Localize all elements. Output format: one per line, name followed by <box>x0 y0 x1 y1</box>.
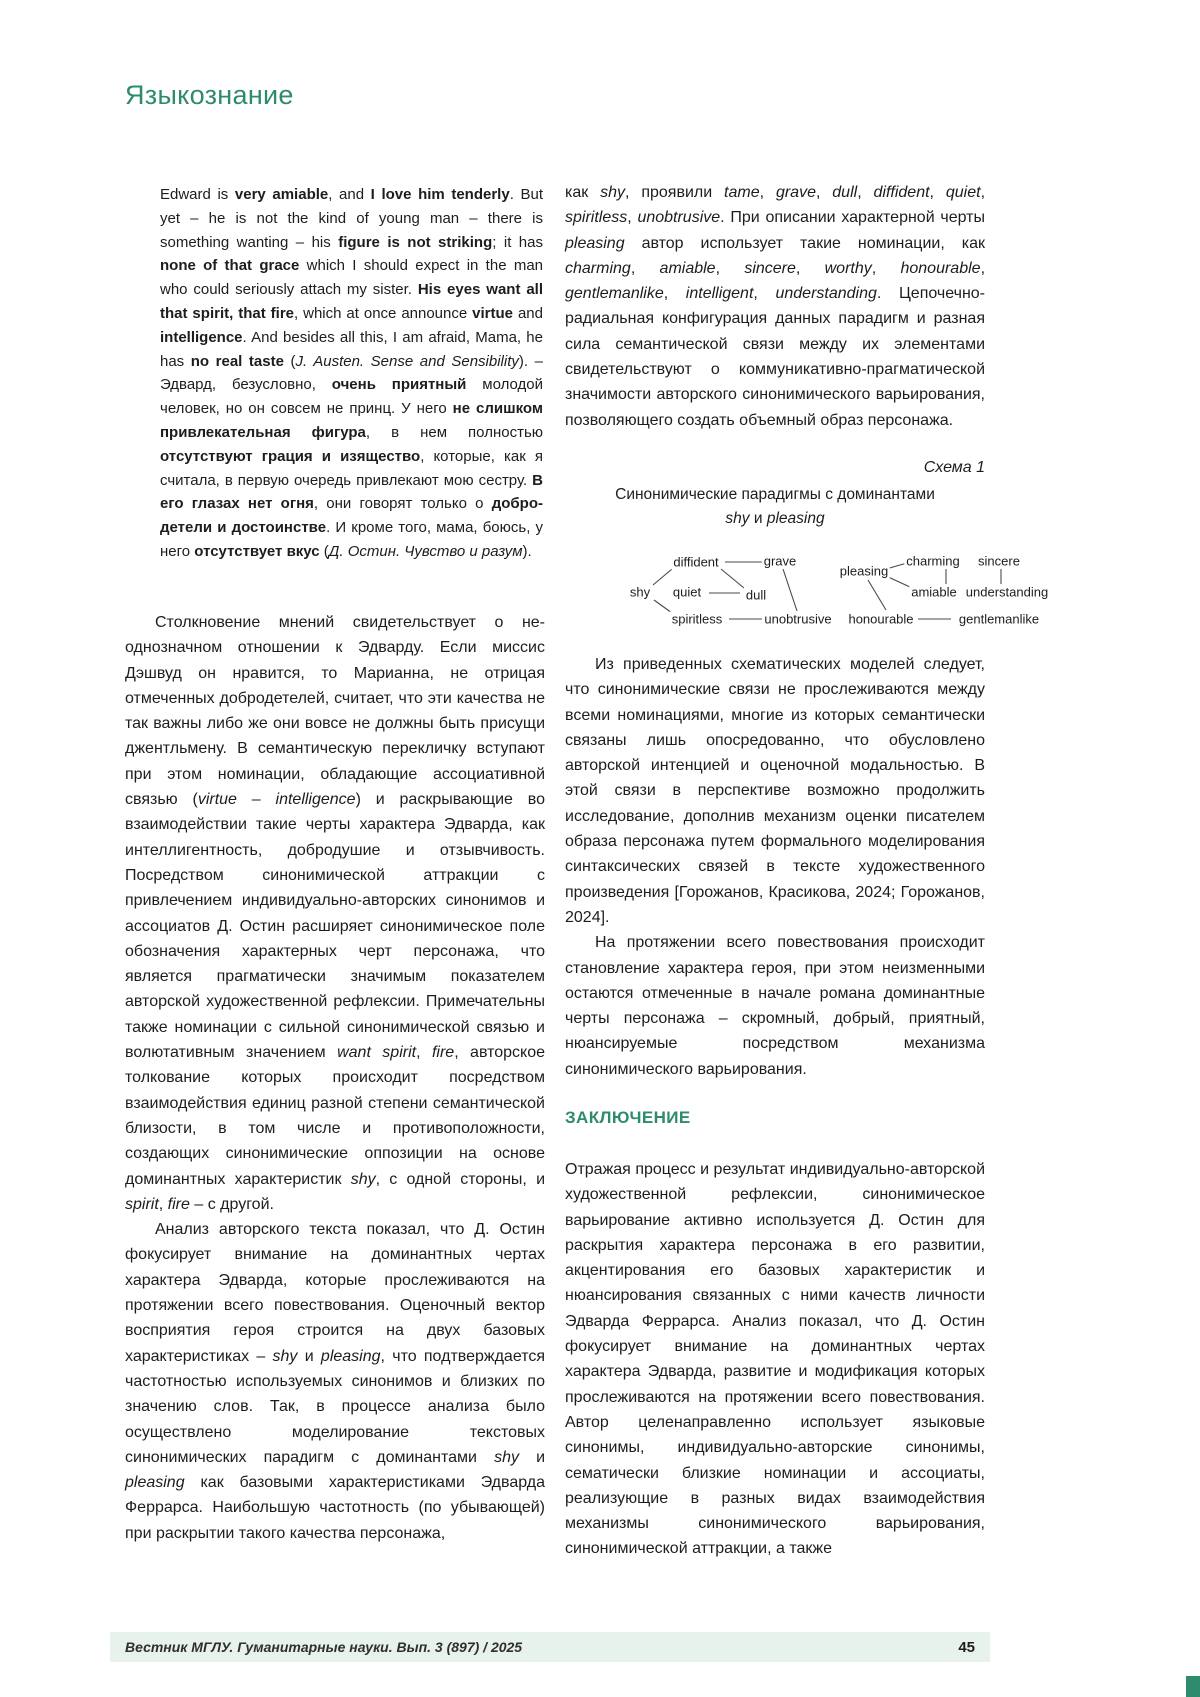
schema-caption-dominants: shy и pleasing <box>725 510 825 527</box>
quote-block: Edward is very amiable, and I love him tenderly. But yet – he is not the kind of young man – there is something wanting – his figure is not striking; it has none of that grace which I should expect in the man who could seriously attach my sister. His eyes want all that spirit, that fire, which at once announce virtue and intelligence. And besides all this, I am afraid, Mama, he has no real taste (J. Austen. Sense and Sensibility). – Эдвард, безусловно, очень приятный молодой человек, но он совсем не принц. У него не слишком привлекательная фигура, в нем полностью отсутствуют грация и изящество, которые, как я считала, в первую очередь привлекают мою сестру. В его глазах нет огня, они говорят только о добродетели и достоинстве. И кроме того, мама, боюсь, у него отсутствует вкус (Д. Остин. Чувство и разум). <box>160 186 544 560</box>
schema-node-amiable: amiable <box>911 584 957 600</box>
conclusion-heading: ЗАКЛЮЧЕНИЕ <box>565 1108 691 1127</box>
schema-edge-grave-unobtrusive <box>783 569 797 611</box>
footer-journal-title: Вестник МГЛУ. Гуманитарные науки. Вып. 3 (897) / 2025 <box>125 1639 523 1655</box>
right-column-bottom <box>565 1157 985 1562</box>
schema-node-pleasing: pleasing <box>839 563 889 579</box>
schema-edge-shy-diffident <box>653 569 672 585</box>
schema-edge-pleasing-honourable <box>868 580 886 610</box>
schema-node-charming: charming <box>906 553 960 569</box>
paragraph: Анализ авторского текста показал, что Д. Остин фокусирует внимание на доминантных чертах характера Эдварда, которые прослеживаются на протяжении всего повествования. Оценочный вектор восприятия героя строится на двух базовых характеристиках – shy и pleasing, что подтверждается частотностью используемых синонимов и близких по значению слов. Так, в процессе анализа было осуществлено моделирование текстовых синонимических парадигм с доминантами shy и pleasing как базовыми характеристиками Эдварда Феррарса. Наибольшую частотность (по убывающей) при раскрытии такого качества персонажа, <box>125 1221 546 1542</box>
paragraph: На протяжении всего повествования происходит становление характера героя, при этом неизменными остаются отмеченные в начале романа доминантные черты персонажа – скромный, добрый, приятный, нюансируемые посредством механизма синонимического варьирования. <box>565 934 985 1078</box>
schema-node-shy: shy <box>629 584 651 600</box>
paragraph: Столкновение мнений свидетельствует о неоднозначном отношении к Эдварду. Если миссис Дэшвуд он нравится, то Марианна, не отрицая отмеченных добродетелей, считает, что эти качества не так важны либо же они вовсе не должны быть присущи джентльмену. В семантическую перекличку вступают при этом номинации, обладающие ассоциативной связью (virtue – intelligence) и раскрывающие во взаимодействии такие черты характера Эдварда, как интеллигентность, добродушие и отзывчивость. Посредством синонимической аттракции с привлечением индивидуально-авторских синонимов и ассоциатов Д. Остин расширяет синонимическое поле обозначения характерных черт персонажа, что является прагматически значимым показателем авторской художественной рефлексии. Примечательны также номинации с сильной синонимической связью и волютативным значением want spirit, fire, авторское толкование которых происходит посредством взаимодействия единиц разной степени семантической близости, в том числе и противоположности, создающих синонимические оппозиции на основе доминантных характеристик shy, с одной стороны, и spirit, fire – с другой. <box>125 614 546 1213</box>
schema-node-gentlemanlike: gentlemanlike <box>958 611 1040 627</box>
schema-node-understanding: understanding <box>965 584 1049 600</box>
schema-node-unobtrusive: unobtrusive <box>764 611 832 627</box>
schema-node-quiet: quiet <box>672 584 702 600</box>
right-column-top <box>565 180 985 433</box>
schema-node-sincere: sincere <box>978 553 1020 569</box>
schema-diagram <box>565 548 1065 640</box>
page-number: 45 <box>958 1638 975 1656</box>
schema-label: Схема 1 <box>923 459 985 476</box>
schema-edge-diffident-dull <box>721 569 744 588</box>
left-column <box>125 610 545 1546</box>
footer <box>110 1632 990 1662</box>
page-corner-tab <box>1186 1676 1200 1697</box>
schema-caption: Синонимические парадигмы с доминантами <box>615 486 935 503</box>
schema-node-grave: grave <box>763 553 797 569</box>
schema-node-honourable: honourable <box>848 611 914 627</box>
section-header: Языкознание <box>125 80 294 110</box>
paragraph: Отражая процесс и результат индивидуально-авторской художественной рефлексии, синонимическое варьирование активно используется Д. Остин для раскрытия характера персонажа в его развитии, акцентирования его базовых характеристик и нюансирования связанных с ними качеств личности Эдварда Феррарса. Анализ показал, что Д. Остин фокусирует внимание на доминантных чертах характера Эдварда, развитие и модификация которых прослеживаются на протяжении всего повествования. Автор целенаправленно использует языковые синонимы, индивидуально-авторские синонимы, сематически близкие номинации и ассоциаты, реализующие в разных видах взаимодействия механизмы синонимического варьирования, синонимической аттракции, а также <box>565 1161 985 1558</box>
paragraph: как shy, проявили tame, grave, dull, diffident, quiet, spiritless, unobtrusive. При описании характерной черты pleasing автор использует такие номинации, как charming, amiable, sincere, worthy, honourable, gentlemanlike, intelligent, understanding. Цепочечно-радиальная конфигурация данных парадигм и разная сила семантической связи между их элементами свидетельствуют о коммуникативно-прагматической значимости авторского синонимического варьирования, позволяющего создать объемный образ персонажа. <box>565 184 986 429</box>
paragraph: Из приведенных схематических моделей следует, что синонимические связи не прослеживаются между всеми номинациями, многие из которых семантически связаны лишь опосредованно, что обусловлено авторской интенцией и оценочной модальностью. В этой связи в перспективе возможно продолжить исследование, дополнив механизм оценки писателем образа персонажа путем формального моделирования синтаксических связей в тексте художественного произведения [Горожанов, Красикова, 2024; Горожанов, 2024]. <box>565 656 985 926</box>
schema-node-dull: dull <box>745 587 767 603</box>
schema-node-spiritless: spiritless <box>671 611 723 627</box>
schema-node-diffident: diffident <box>673 554 719 570</box>
right-column-middle <box>565 652 985 1082</box>
